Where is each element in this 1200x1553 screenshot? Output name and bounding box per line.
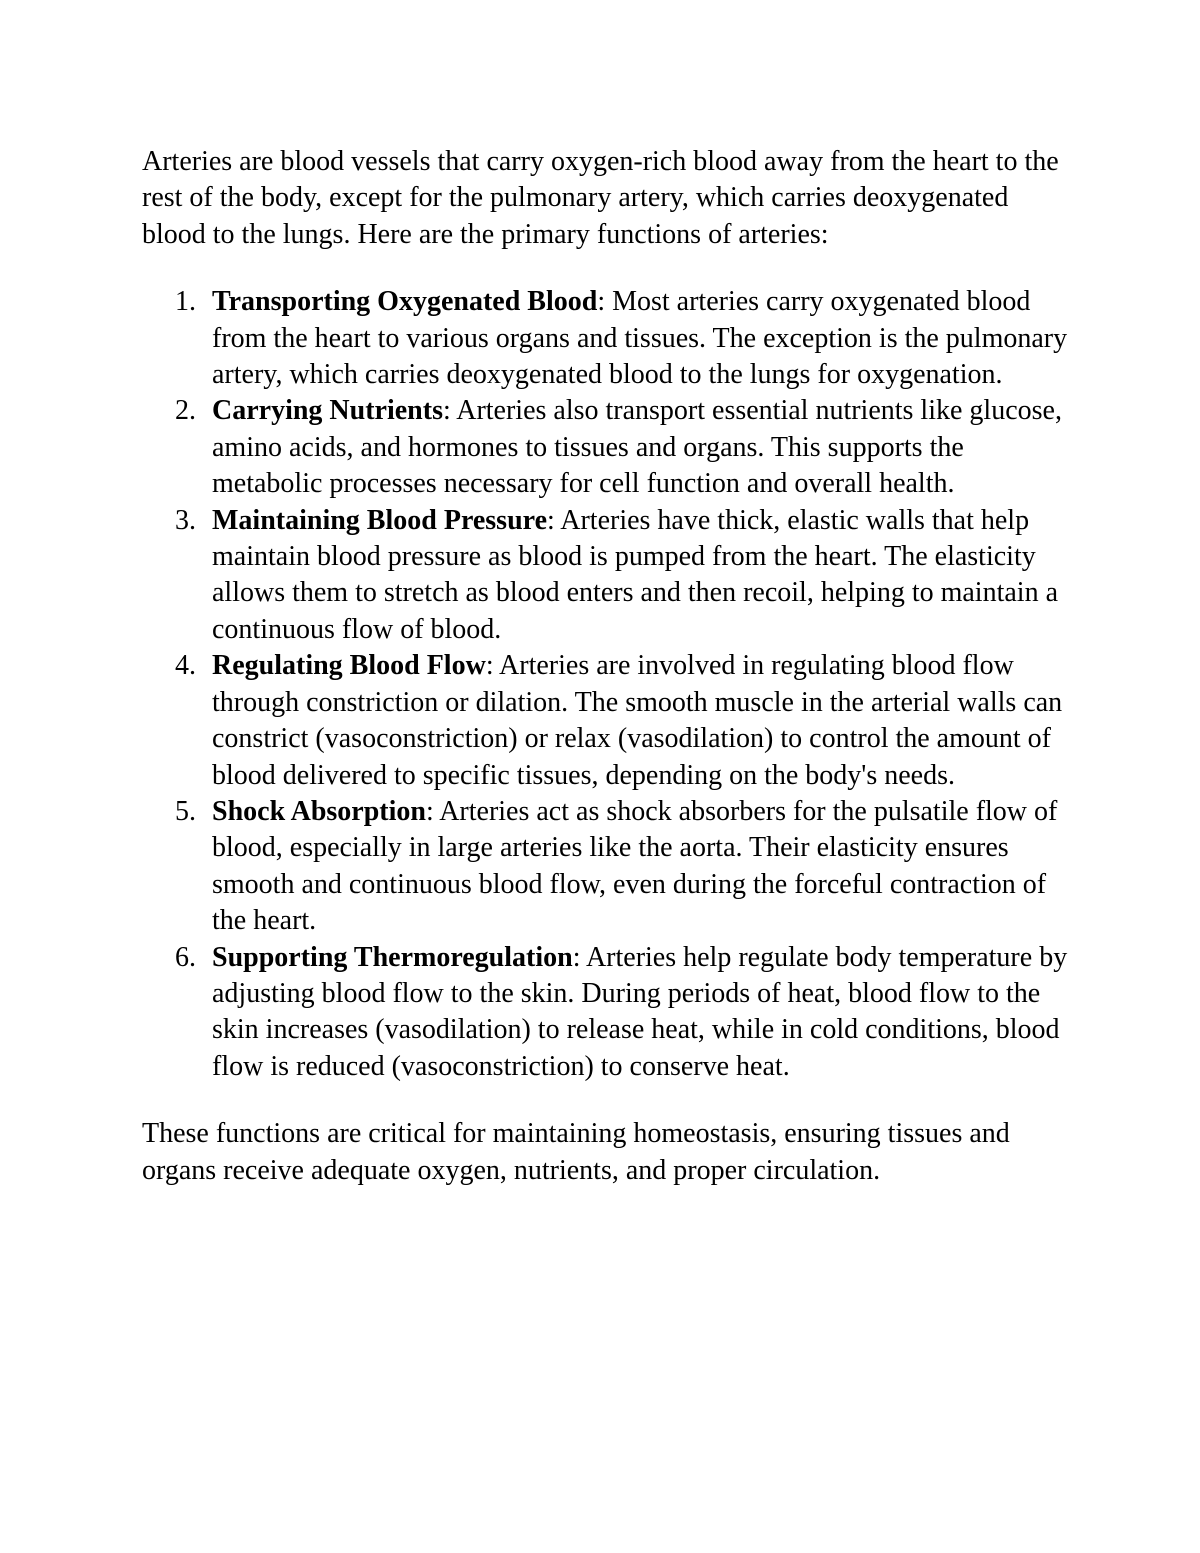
list-item-title: Carrying Nutrients (212, 395, 443, 427)
list-item-title: Supporting Thermoregulation (212, 941, 573, 973)
list-item-title: Regulating Blood Flow (212, 650, 486, 682)
list-item-title: Transporting Oxygenated Blood (212, 286, 598, 318)
list-item (142, 284, 1072, 393)
list-item (142, 794, 1072, 940)
list-item-title: Maintaining Blood Pressure (212, 504, 548, 536)
list-item (142, 393, 1072, 502)
list-item-title: Shock Absorption (212, 795, 426, 827)
conclusion-paragraph: These functions are critical for maintaining homeostasis, ensuring tissues and organs receive adequate oxygen, nutrients, and proper circulation. (142, 1118, 1010, 1186)
list-item-text: : Arteries act as shock absorbers for the pulsatile flow of blood, especially in large arteries like the aorta. Their elasticity ensures smooth and continuous blood flow, even during the forceful contraction of the heart. (212, 795, 1058, 937)
list-item (142, 648, 1072, 794)
list-item-text: : Arteries help regulate body temperature by adjusting blood flow to the skin. During periods of heat, blood flow to the skin increases (vasodilation) to release heat, while in cold conditions, blood flow is reduced (vasoconstriction) to conserve heat. (212, 941, 1068, 1082)
list-item-text: : Most arteries carry oxygenated blood from the heart to various organs and tissues. The exception is the pulmonary artery, which carries deoxygenated blood to the lungs for oxygenation. (212, 286, 1068, 391)
list-item-text: : Arteries are involved in regulating blood flow through constriction or dilation. The smooth muscle in the arterial walls can constrict (vasoconstriction) or relax (vasodilation) to control the amount of blood delivered to specific tissues, depending on the body's needs. (212, 650, 1063, 791)
list-item-number: 2. (175, 395, 196, 427)
list-item-text: : Arteries have thick, elastic walls that help maintain blood pressure as blood is pumped from the heart. The elasticity allows them to stretch as blood enters and then recoil, helping to maintain a continuous flow of blood. (212, 504, 1059, 645)
list-item-number: 3. (175, 504, 196, 536)
list-item-number: 5. (175, 795, 196, 827)
list-item-number: 1. (175, 286, 196, 318)
document-page (142, 144, 1072, 1189)
list-item (142, 940, 1072, 1086)
intro-paragraph: Arteries are blood vessels that carry oxygen-rich blood away from the heart to the rest of the body, except for the pulmonary artery, which carries deoxygenated blood to the lungs. Here are the primary functions of arteries: (142, 146, 1059, 250)
list-item-number: 6. (175, 941, 196, 973)
list-item-number: 4. (175, 650, 196, 682)
list-item-text: : Arteries also transport essential nutrients like glucose, amino acids, and hormones to tissues and organs. This supports the metabolic processes necessary for cell function and overall health. (212, 395, 1062, 500)
list-item (142, 503, 1072, 649)
functions-list (142, 284, 1072, 1085)
